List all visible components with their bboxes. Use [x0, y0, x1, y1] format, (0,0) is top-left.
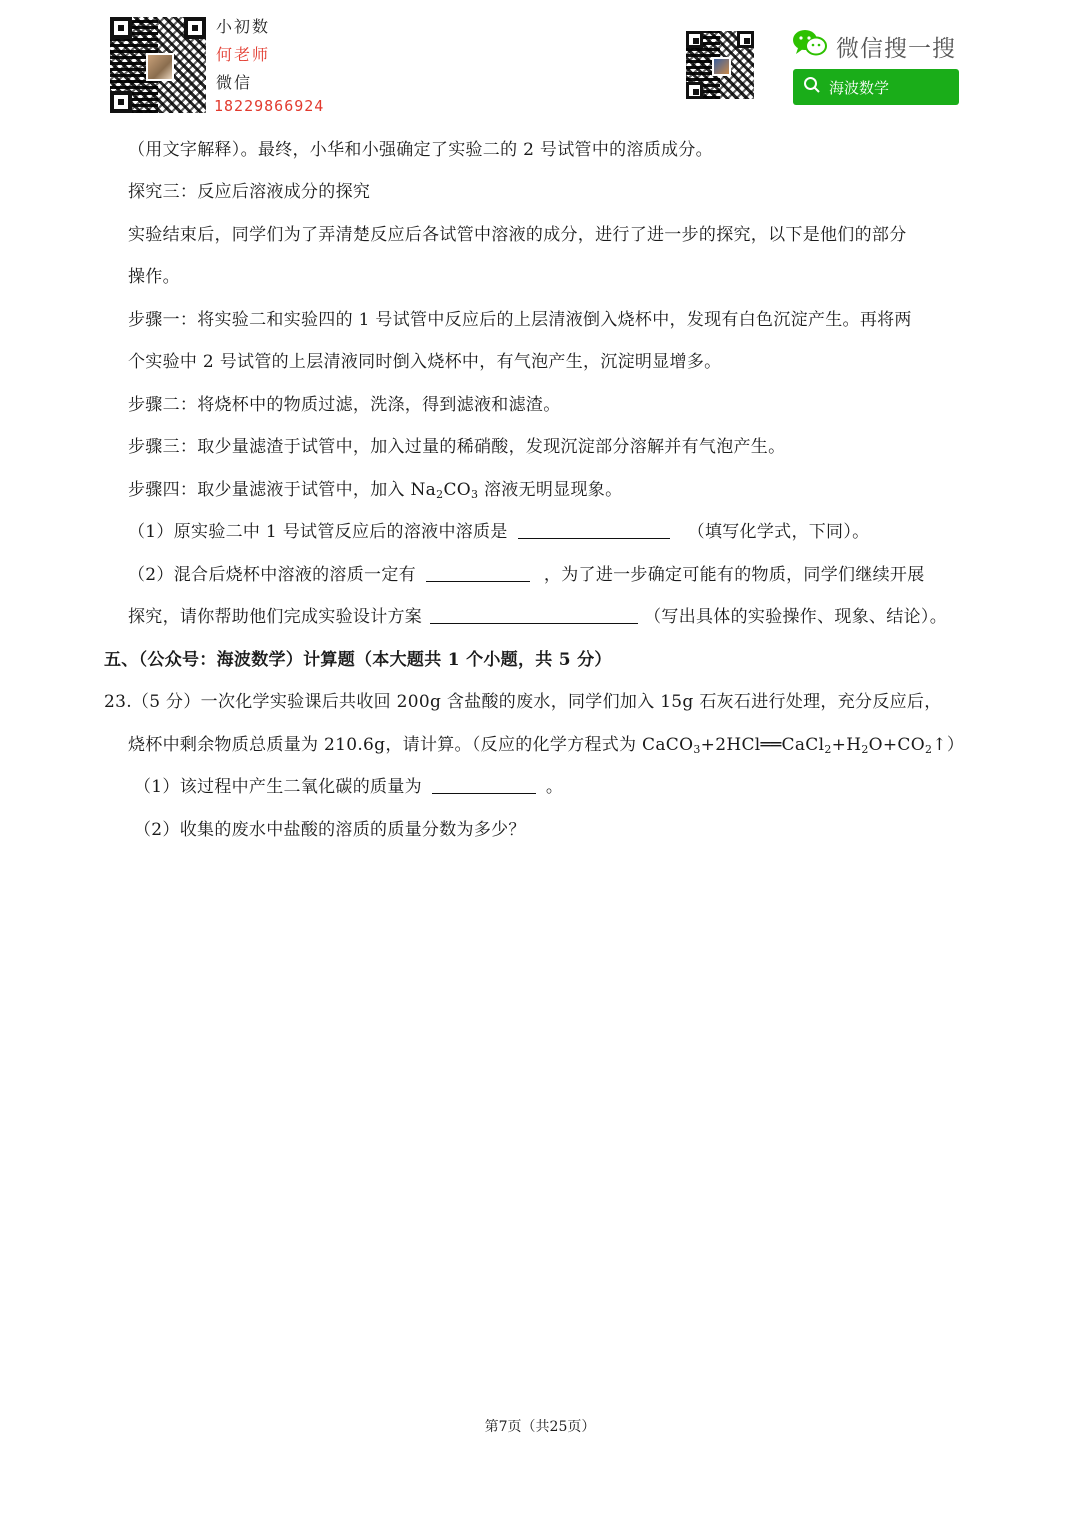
search-icon [803, 76, 821, 98]
question-1: （1）原实验二中 1 号试管反应后的溶液中溶质是 （填写化学式，下同）。 [128, 522, 870, 542]
question-2-continued: 探究，请你帮助他们完成实验设计方案 （写出具体的实验操作、现象、结论）。 [128, 607, 948, 627]
question-23-line-2: 烧杯中剩余物质总质量为 210.6g，请计算。（反应的化学方程式为 $CaCO_3+2HCl══CaCl_2+H_2O+CO_2↑$） [128, 735, 965, 756]
section-five-title: 五、（公众号：海波数学）计算题（本大题共 1 个小题，共 5 分） [104, 650, 612, 670]
answer-blank-q2[interactable] [426, 565, 530, 582]
question-2: （2）混合后烧杯中溶液的溶质一定有 ，为了进一步确定可能有的物质，同学们继续开展 [128, 565, 925, 585]
qr-center-logo [712, 57, 731, 76]
step-two: 步骤二：将烧杯中的物质过滤，洗涤，得到滤液和滤渣。 [128, 395, 561, 415]
body-line-1: （用文字解释）。最终，小华和小强确定了实验二的 2 号试管中的溶质成分。 [128, 140, 713, 160]
question-23-line-1: 23.（5 分）一次化学实验课后共收回 200g 含盐酸的废水，同学们加入 15g 石灰石进行处理，充分反应后， [104, 692, 942, 712]
contact-qr-code [110, 17, 206, 113]
contact-label-subject: 小初数 [216, 17, 271, 36]
wechat-search-button-label: 海波数学 [829, 78, 890, 97]
qr-avatar [146, 53, 174, 81]
step-one-line-2: 个实验中 2 号试管的上层清液同时倒入烧杯中，有气泡产生，沉淀明显增多。 [128, 352, 722, 372]
body-line-3: 实验结束后，同学们为了弄清楚反应后各试管中溶液的成分，进行了进一步的探究，以下是他们的部分 [128, 225, 907, 245]
page-number: 第7页（共25页） [484, 1419, 596, 1435]
step-one-line-1: 步骤一：将实验二和实验四的 1 号试管中反应后的上层清液倒入烧杯中，发现有白色沉淀产生。再将两 [128, 310, 912, 330]
question-23-part-2: （2）收集的废水中盐酸的溶质的质量分数为多少？ [134, 820, 526, 840]
answer-blank-q2-plan[interactable] [430, 607, 638, 624]
contact-label-wechat: 微信 [216, 73, 253, 92]
contact-label-teacher: 何老师 [216, 45, 271, 64]
wechat-search-title: 微信搜一搜 [836, 36, 956, 62]
body-line-4: 操作。 [128, 267, 180, 287]
inquiry-three-heading: 探究三：反应后溶液成分的探究 [128, 182, 371, 202]
answer-blank-q1[interactable] [518, 522, 670, 539]
account-qr-code [686, 31, 754, 99]
contact-phone: 18229866924 [214, 97, 325, 115]
step-four: 步骤四：取少量滤液于试管中，加入 $Na_2CO_3$ 溶液无明显现象。 [128, 480, 623, 501]
wechat-search-button[interactable] [793, 69, 959, 105]
step-three: 步骤三：取少量滤渣于试管中，加入过量的稀硝酸，发现沉淀部分溶解并有气泡产生。 [128, 437, 786, 457]
answer-blank-co2-mass[interactable] [432, 777, 536, 794]
wechat-logo-icon [792, 28, 828, 58]
question-23-part-1: （1）该过程中产生二氧化碳的质量为 。 [134, 777, 564, 797]
